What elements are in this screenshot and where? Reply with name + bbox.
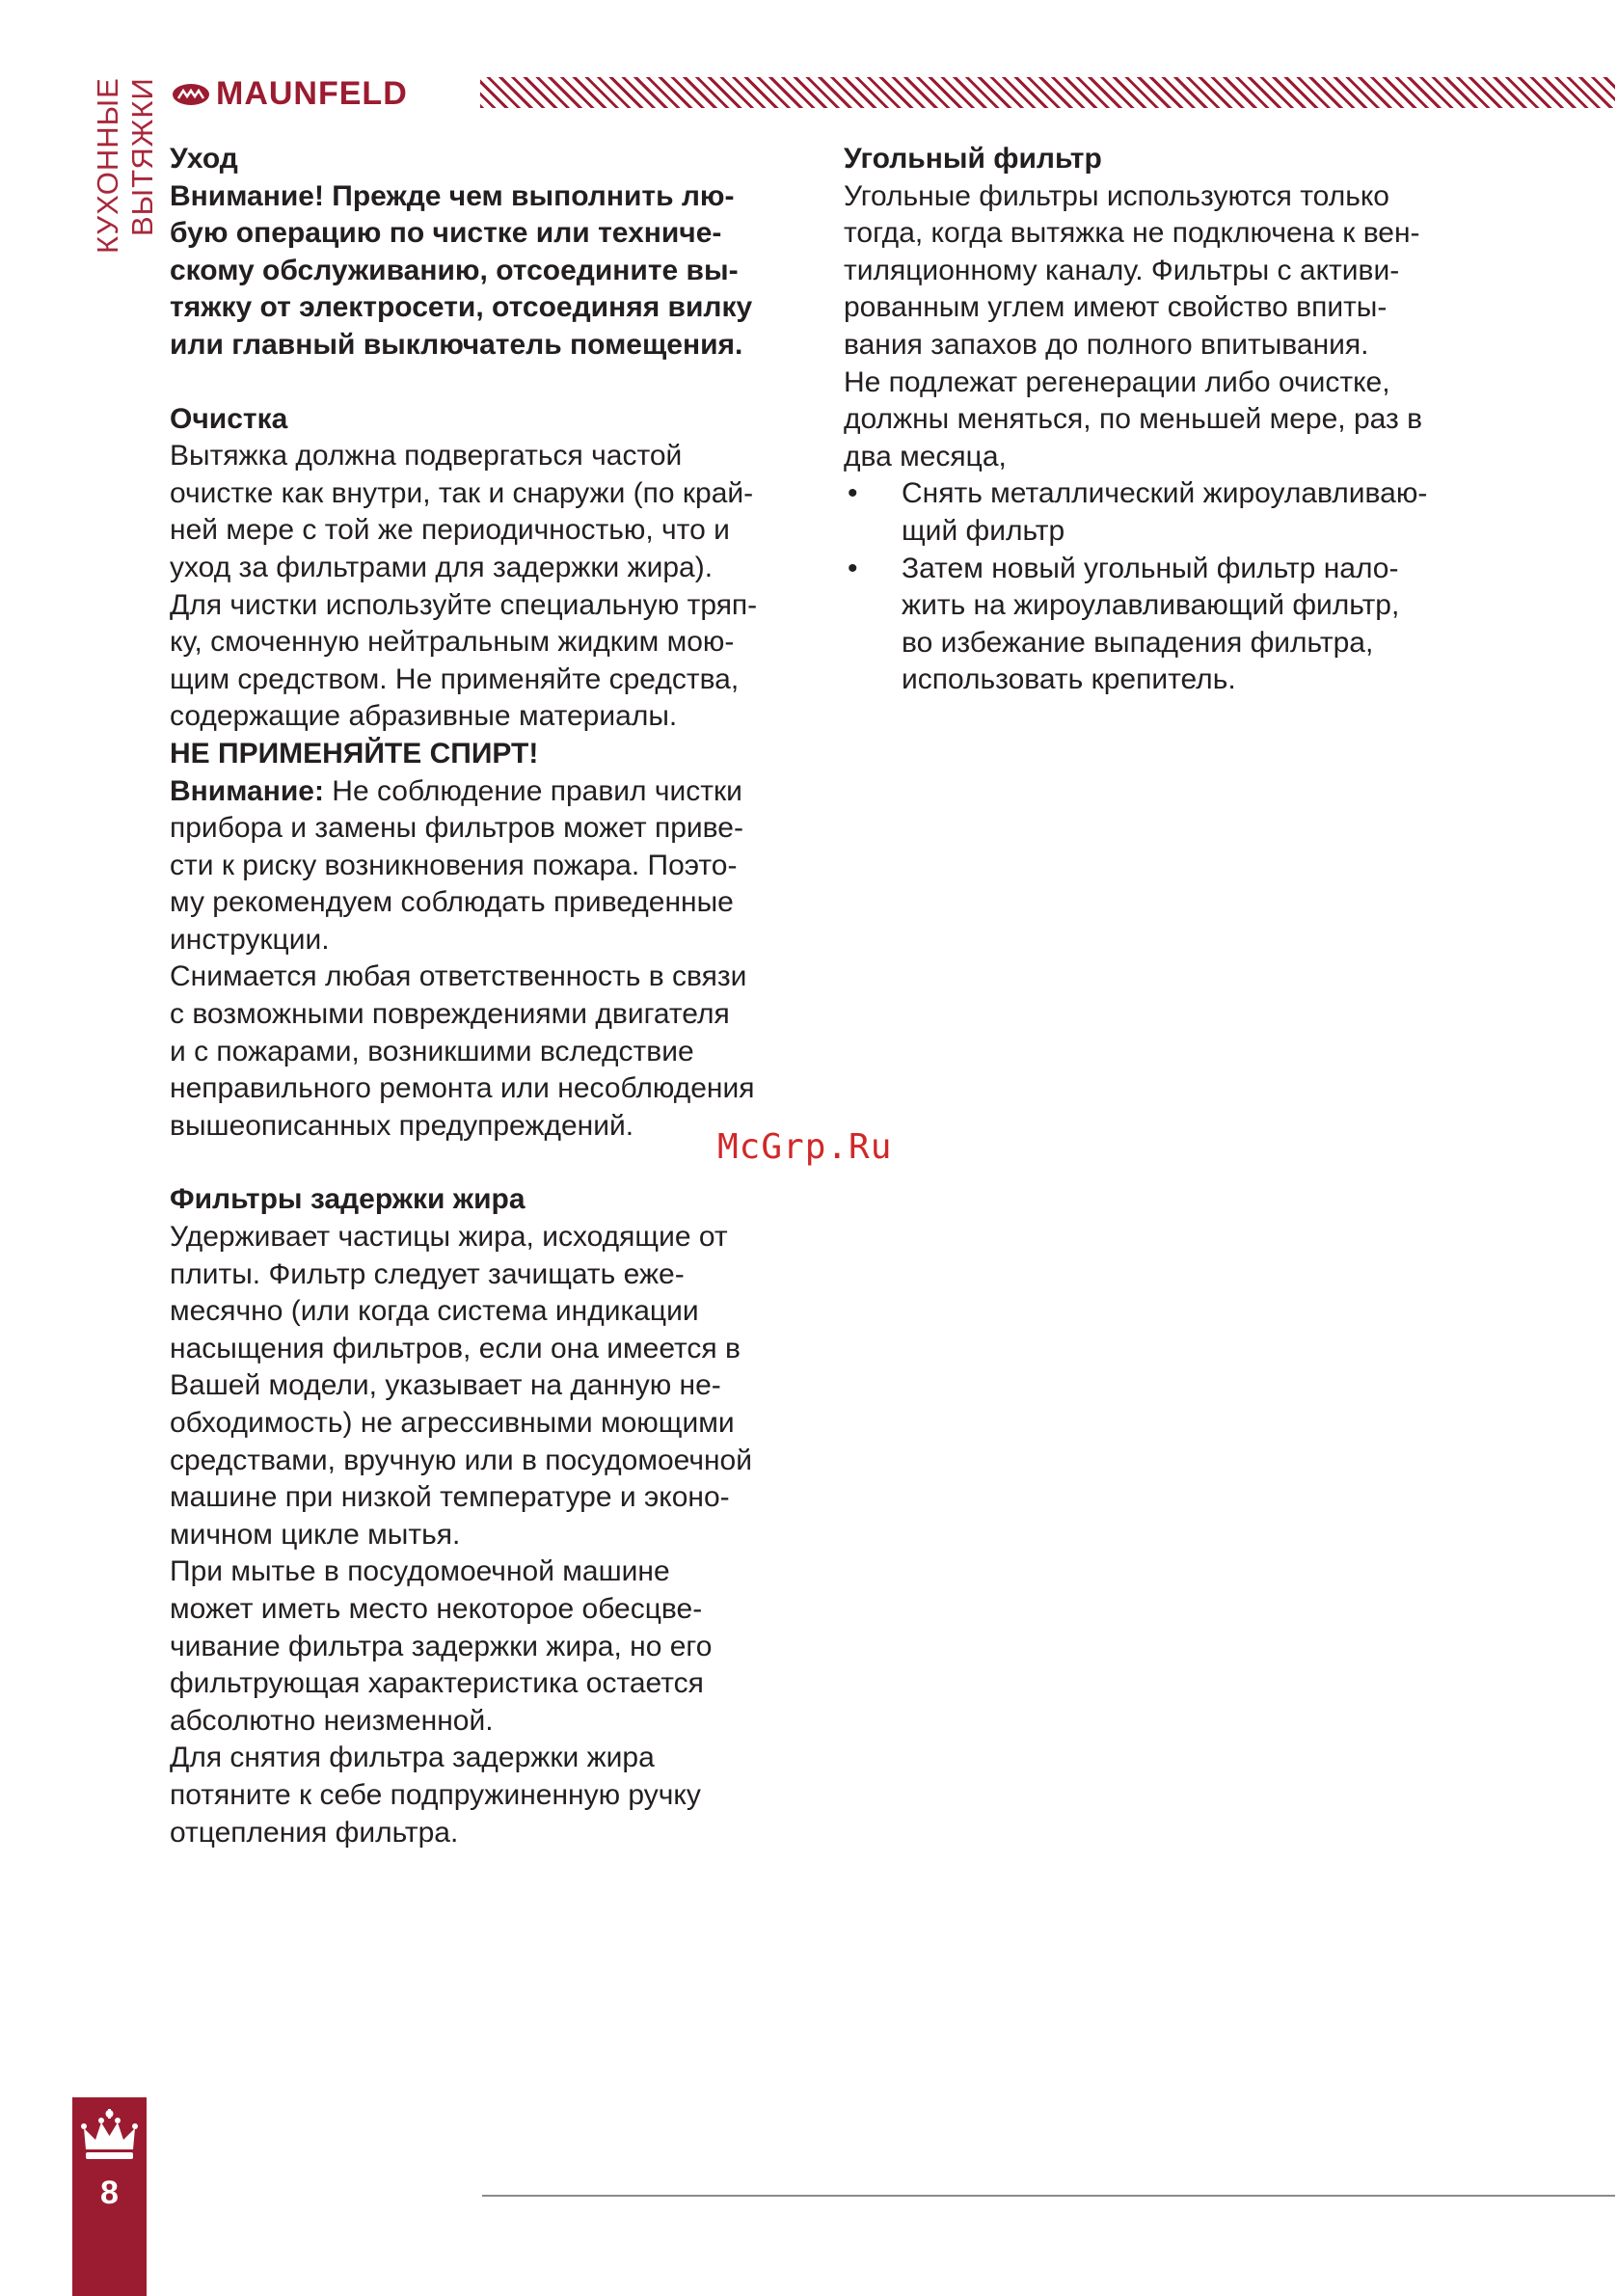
text-line: содержащие абразивные материалы. [170, 700, 678, 733]
text-line: прибора и замены фильтров может приве- [170, 812, 743, 845]
text-line: должны меняться, по меньшей мере, раз в [844, 403, 1422, 436]
text-line: Вашей модели, указывает на данную не- [170, 1369, 721, 1402]
text-line: неправильного ремонта или несоблюдения [170, 1072, 755, 1105]
text-line: машине при низкой температуре и эконо- [170, 1481, 730, 1514]
watermark: McGrp.Ru [717, 1127, 893, 1167]
text-line: тяжку от электросети, отсоединяя вилку [170, 291, 753, 324]
bullet-item [844, 551, 1509, 699]
text-line: абсолютно неизменной. [170, 1704, 494, 1737]
carbon-filter-heading: Угольный фильтр [844, 143, 1102, 175]
text-line: жить на жироулавливающий фильтр, [902, 589, 1400, 622]
attention-line [170, 773, 806, 811]
care-warning [170, 178, 806, 365]
no-alcohol-warning: НЕ ПРИМЕНЯЙТЕ СПИРТ! [170, 737, 539, 770]
text-line: ку, смоченную нейтральным жидким мою- [170, 626, 735, 659]
footer-rule [482, 2195, 1615, 2197]
text-line: инструкции. [170, 923, 330, 956]
text-line: вышеописанных предупреждений. [170, 1109, 634, 1142]
text-line: и с пожарами, возникшими вследствие [170, 1035, 694, 1067]
text-line: тогда, когда вытяжка не подключена к вен- [844, 217, 1420, 250]
section-side-label: КУХОННЫЕ ВЫТЯЖКИ [91, 77, 159, 254]
text-line: использовать крепитель. [902, 663, 1236, 696]
text-line: или главный выключатель помещения. [170, 328, 743, 361]
right-column [844, 141, 1509, 699]
page-tab [72, 2097, 147, 2296]
text-line: месячно (или когда система индикации [170, 1295, 699, 1328]
text-line: чивание фильтра задержки жира, но его [170, 1630, 713, 1662]
text-line: два месяца, [844, 440, 1007, 473]
text-line: отцепления фильтра. [170, 1816, 459, 1849]
text-line: Угольные фильтры используются только [844, 179, 1389, 212]
cleaning-body [170, 438, 806, 736]
text-line: бую операцию по чистке или техниче- [170, 217, 722, 250]
attention-label: Внимание: [170, 774, 324, 807]
bullet-mark: • [848, 477, 858, 510]
text-line: Удерживает частицы жира, исходящие от [170, 1221, 728, 1254]
crown-icon [80, 2107, 139, 2165]
text-line: му рекомендуем соблюдать приведенные [170, 886, 734, 919]
text-line: Для чистки используйте специальную тряп- [170, 588, 758, 621]
text-line: уход за фильтрами для задержки жира). [170, 551, 714, 583]
carbon-filter-body [844, 178, 1509, 476]
text-line: плиты. Фильтр следует зачищать еже- [170, 1257, 685, 1290]
text-line: вания запахов до полного впитывания. [844, 328, 1369, 361]
text-line: с возможными повреждениями двигателя [170, 998, 730, 1031]
text-line: Для снятия фильтра задержки жира [170, 1742, 655, 1774]
text-line: обходимость) не агрессивными моющими [170, 1407, 735, 1439]
text-line: фильтрующая характеристика остается [170, 1667, 704, 1700]
text-line: щий фильтр [902, 514, 1065, 547]
text-line: сти к риску возникновения пожара. Поэто- [170, 849, 738, 881]
text-line: Затем новый угольный фильтр нало- [902, 552, 1399, 584]
attention-first-line: Не соблюдение правил чистки [323, 774, 742, 807]
attention-body [170, 810, 806, 1145]
left-column [170, 141, 806, 1851]
text-line: во избежание выпадения фильтра, [902, 626, 1374, 659]
bullet-item [844, 475, 1509, 550]
text-line: Не подлежат регенерации либо очистке, [844, 365, 1390, 398]
text-line: щим средством. Не применяйте средства, [170, 662, 740, 695]
text-line: тиляционному каналу. Фильтры с активи- [844, 254, 1400, 286]
text-line: скому обслуживанию, отсоедините вы- [170, 254, 739, 286]
text-line: При мытье в посудомоечной машине [170, 1555, 670, 1588]
maunfeld-emblem-icon [172, 83, 210, 106]
text-line: Снимается любая ответственность в связи [170, 960, 747, 993]
care-heading: Уход [170, 143, 238, 175]
brand-logo [172, 75, 408, 113]
text-line: средствами, вручную или в посудомоечной [170, 1444, 752, 1476]
grease-filter-body [170, 1219, 806, 1851]
bullet-mark: • [848, 552, 858, 584]
text-line: мичном цикле мытья. [170, 1518, 461, 1551]
text-line: насыщения фильтров, если она имеется в [170, 1332, 741, 1364]
header-hatch-band [480, 77, 1615, 108]
grease-filter-heading: Фильтры задержки жира [170, 1183, 526, 1216]
text-line: Вытяжка должна подвергаться частой [170, 440, 683, 473]
text-line: Внимание! Прежде чем выполнить лю- [170, 179, 735, 212]
brand-wordmark: MAUNFELD [216, 75, 408, 112]
page-number: 8 [100, 2174, 119, 2211]
cleaning-heading: Очистка [170, 402, 288, 435]
text-line: может иметь место некоторое обесцве- [170, 1592, 703, 1625]
text-line: Снять металлический жироулавливаю- [902, 477, 1428, 510]
text-line: очистке как внутри, так и снаружи (по край- [170, 476, 754, 509]
text-line: рованным углем имеют свойство впиты- [844, 291, 1388, 324]
text-line: потяните к себе подпружиненную ручку [170, 1778, 701, 1811]
text-line: ней мере с той же периодичностью, что и [170, 514, 730, 547]
